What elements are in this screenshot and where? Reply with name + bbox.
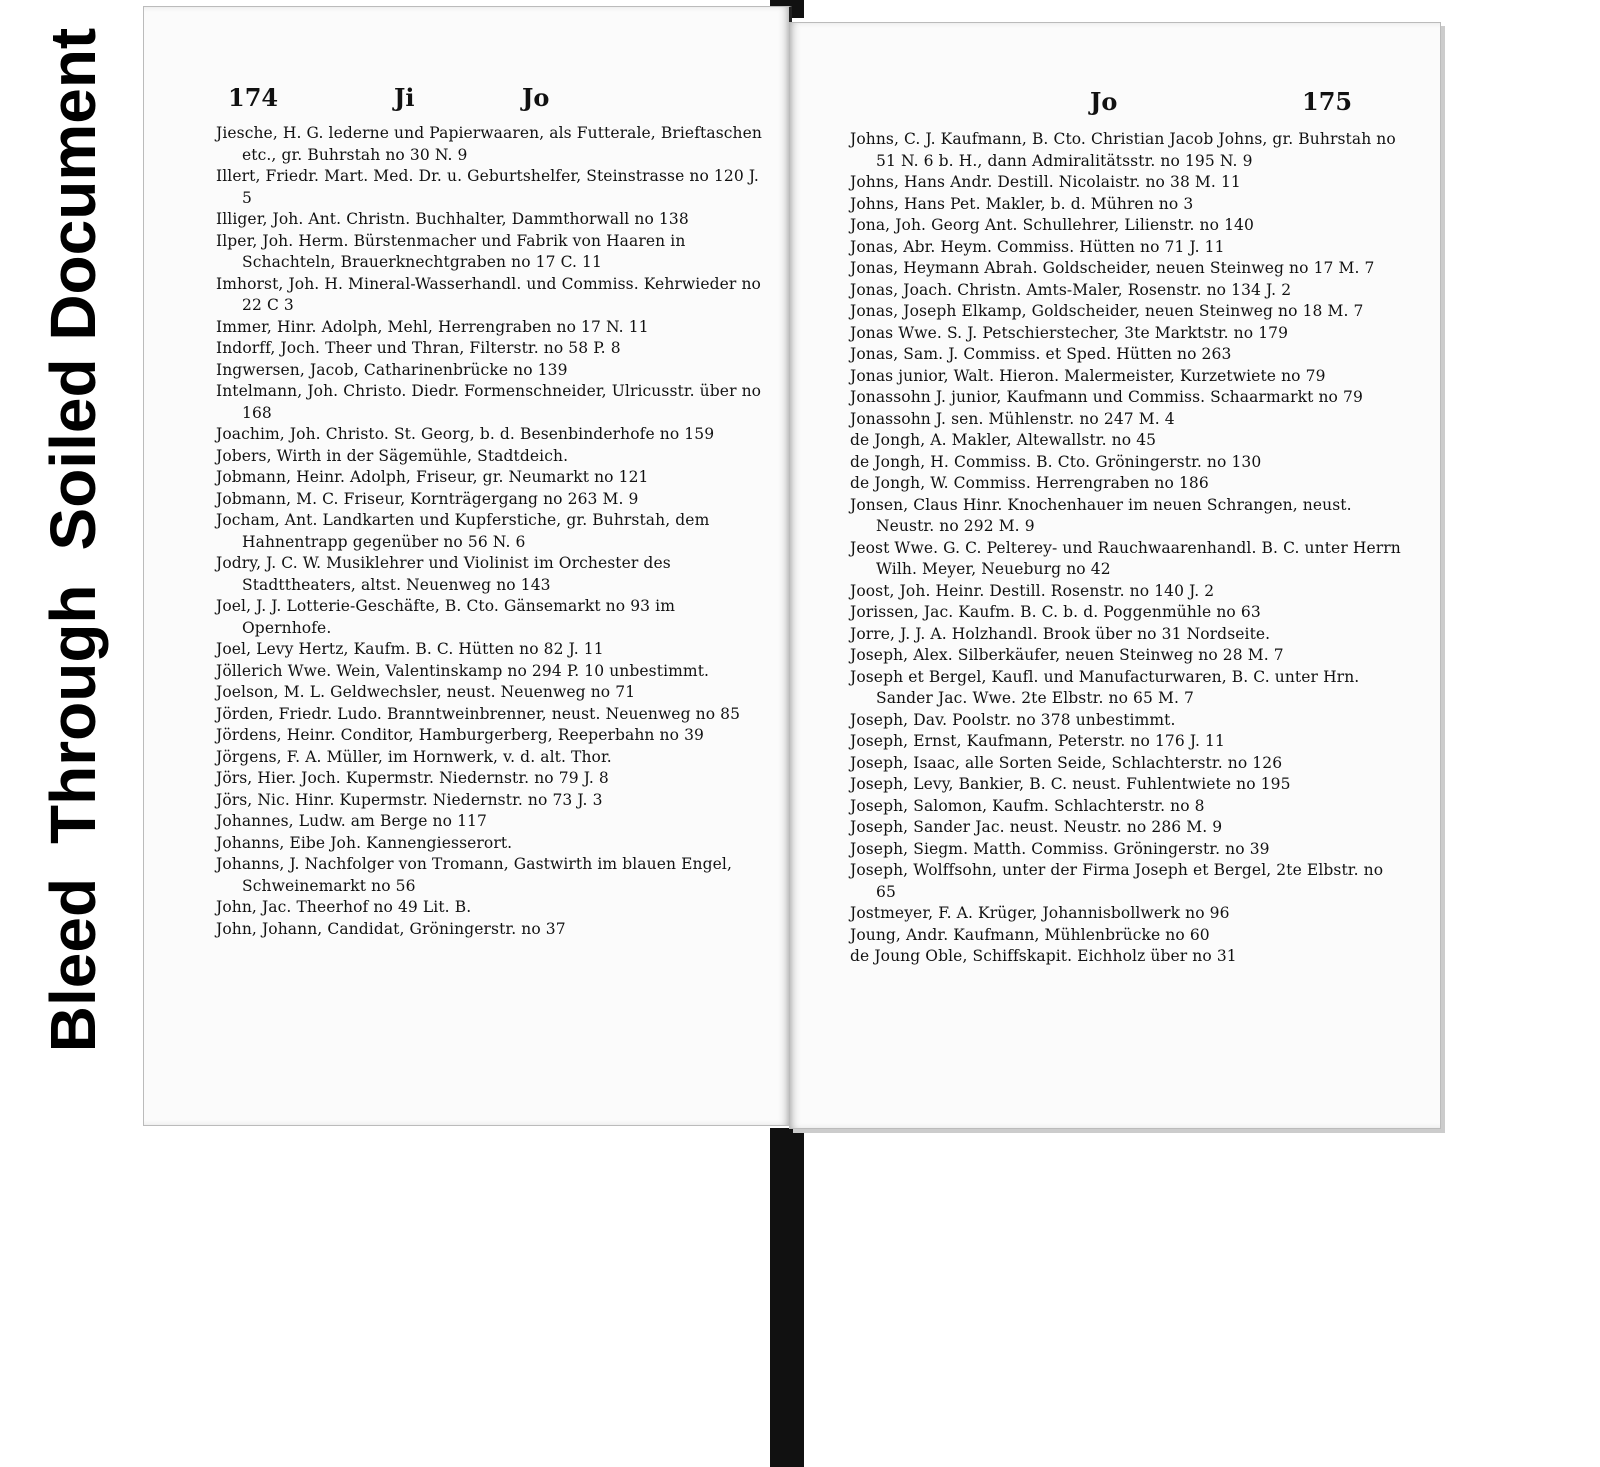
directory-entry: Joseph, Alex. Silberkäufer, neuen Steinweg no 28 M. 7 [850, 646, 1284, 664]
directory-entry: Jeost Wwe. G. C. Pelterey- und Rauchwaarenhandl. B. C. unter Herrn Wilh. Meyer, Neueburg no 42 [850, 538, 1401, 578]
directory-entry: Jonas, Joach. Christn. Amts-Maler, Rosenstr. no 134 J. 2 [850, 280, 1292, 299]
directory-entry: Joseph, Salomon, Kaufm. Schlachterstr. no 8 [850, 796, 1205, 815]
left-page-header [144, 83, 789, 117]
directory-entry: Jonas, Abr. Heym. Commiss. Hütten no 71 J. 11 [850, 237, 1225, 256]
directory-entry: Johns, Hans Pet. Makler, b. d. Mühren no 3 [850, 194, 1194, 213]
directory-entry: Jorre, J. J. A. Holzhandl. Brook über no 31 Nordseite. [850, 624, 1271, 643]
directory-entry: Jona, Joh. Georg Ant. Schullehrer, Lilienstr. no 140 [850, 216, 1254, 234]
directory-entry: Jördens, Heinr. Conditor, Hamburgerberg, Reeperbahn no 39 [216, 726, 705, 744]
stamp-word-bleed: Bleed [37, 877, 109, 1053]
directory-entry: Immer, Hinr. Adolph, Mehl, Herrengraben no 17 N. 11 [216, 317, 649, 336]
directory-entry: de Jongh, W. Commiss. Herrengraben no 186 [850, 474, 1209, 492]
directory-entry: Joseph, Ernst, Kaufmann, Peterstr. no 176 J. 11 [850, 732, 1225, 750]
directory-entry: Imhorst, Joh. H. Mineral-Wasserhandl. und Commiss. Kehrwieder no 22 C 3 [216, 274, 761, 314]
directory-entry-list [216, 123, 763, 940]
directory-entry: Joel, J. J. Lotterie-Geschäfte, B. Cto. Gänsemarkt no 93 im Opernhofe. [216, 597, 676, 637]
directory-entry: Jörgens, F. A. Müller, im Hornwerk, v. d. alt. Thor. [216, 747, 612, 766]
left-page [143, 6, 792, 1126]
directory-entry: Joseph et Bergel, Kaufl. und Manufacturwaren, B. C. unter Hrn. Sander Jac. Wwe. 2te Elbstr. no 65 M. 7 [850, 667, 1360, 707]
directory-entry: de Jongh, H. Commiss. B. Cto. Gröningerstr. no 130 [850, 452, 1262, 471]
directory-entry: Joel, Levy Hertz, Kaufm. B. C. Hütten no 82 J. 11 [216, 640, 604, 658]
directory-entry: Joseph, Sander Jac. neust. Neustr. no 286 M. 9 [850, 818, 1223, 836]
directory-entry: Jörs, Hier. Joch. Kupermstr. Niedernstr. no 79 J. 8 [216, 769, 609, 787]
open-book [143, 6, 1456, 1131]
directory-entry: John, Jac. Theerhof no 49 Lit. B. [216, 898, 472, 916]
directory-entry: Jonas, Sam. J. Commiss. et Sped. Hütten no 263 [850, 345, 1232, 363]
directory-entry: Illiger, Joh. Ant. Christn. Buchhalter, Dammthorwall no 138 [216, 210, 689, 228]
directory-entry: de Jongh, A. Makler, Altewallstr. no 45 [850, 431, 1157, 449]
directory-entry: Illert, Friedr. Mart. Med. Dr. u. Geburtshelfer, Steinstrasse no 120 J. 5 [216, 167, 759, 207]
right-page-header [790, 87, 1440, 121]
directory-entry: Jöllerich Wwe. Wein, Valentinskamp no 294 P. 10 unbestimmt. [216, 661, 710, 680]
directory-entry: Jonassohn J. junior, Kaufmann und Commiss. Schaarmarkt no 79 [850, 388, 1363, 406]
directory-entry: Indorff, Joch. Theer und Thran, Filterstr. no 58 P. 8 [216, 339, 621, 357]
directory-entry: Johanns, Eibe Joh. Kannengiesserort. [216, 833, 513, 852]
directory-entry: Jonas junior, Walt. Hieron. Malermeister, Kurzetwiete no 79 [850, 366, 1326, 385]
directory-entry: Joung, Andr. Kaufmann, Mühlenbrücke no 60 [850, 925, 1210, 944]
document-stamp [18, 20, 128, 1060]
directory-entry: Jobmann, Heinr. Adolph, Friseur, gr. Neumarkt no 121 [216, 468, 649, 486]
section-heading: Jo [1090, 87, 1118, 116]
directory-entry: Jiesche, H. G. lederne und Papierwaaren, als Futterale, Brieftaschen etc., gr. Buhrstah no 30 N. 9 [216, 124, 762, 164]
directory-entry: Ilper, Joh. Herm. Bürstenmacher und Fabrik von Haaren in Schachteln, Brauerknechtgraben no 17 C. 11 [216, 231, 686, 271]
directory-entry: Jostmeyer, F. A. Krüger, Johannisbollwerk no 96 [850, 904, 1230, 922]
page-number: 174 [228, 83, 279, 112]
directory-entry: Johanns, J. Nachfolger von Tromann, Gastwirth im blauen Engel, Schweinemarkt no 56 [216, 855, 732, 895]
directory-entry: Jodry, J. C. W. Musiklehrer und Violinist im Orchester des Stadttheaters, altst. Neuenweg no 143 [216, 554, 671, 594]
directory-entry: Jonas Wwe. S. J. Petschierstecher, 3te Marktstr. no 179 [850, 323, 1289, 342]
directory-entry: Joachim, Joh. Christo. St. Georg, b. d. Besenbinderhofe no 159 [216, 425, 715, 443]
directory-entry: Intelmann, Joh. Christo. Diedr. Formenschneider, Ulricusstr. über no 168 [216, 382, 762, 422]
directory-entry-list [850, 129, 1404, 968]
section-heading-right: Jo [522, 83, 550, 112]
directory-entry: Jobmann, M. C. Friseur, Kornträgergang no 263 M. 9 [216, 489, 639, 508]
directory-entry: Ingwersen, Jacob, Catharinenbrücke no 139 [216, 360, 568, 379]
stamp-word-through: Through [37, 584, 109, 844]
directory-entry: Jonas, Joseph Elkamp, Goldscheider, neuen Steinweg no 18 M. 7 [850, 302, 1364, 320]
directory-entry: Jonassohn J. sen. Mühlenstr. no 247 M. 4 [850, 409, 1175, 428]
directory-entry: Jorissen, Jac. Kaufm. B. C. b. d. Poggenmühle no 63 [850, 603, 1261, 621]
directory-entry: Joseph, Dav. Poolstr. no 378 unbestimmt. [850, 710, 1176, 729]
directory-entry: Johns, C. J. Kaufmann, B. Cto. Christian Jacob Johns, gr. Buhrstah no 51 N. 6 b. H., dann Admiralitätsstr. no 195 N. 9 [850, 130, 1396, 170]
directory-entry: Joost, Joh. Heinr. Destill. Rosenstr. no 140 J. 2 [850, 581, 1215, 600]
directory-entry: Joseph, Wolffsohn, unter der Firma Joseph et Bergel, 2te Elbstr. no 65 [850, 861, 1384, 901]
binding-strip-bottom [770, 1128, 804, 1467]
page-number: 175 [1302, 87, 1353, 116]
directory-entry: Jörden, Friedr. Ludo. Branntweinbrenner, neust. Neuenweg no 85 [216, 704, 741, 723]
section-heading-left: Ji [394, 83, 415, 112]
directory-entry: John, Johann, Candidat, Gröningerstr. no 37 [216, 919, 566, 938]
directory-entry: Joelson, M. L. Geldwechsler, neust. Neuenweg no 71 [216, 683, 636, 701]
stamp-word-soiled: Soiled Document [37, 27, 109, 551]
directory-entry: Johns, Hans Andr. Destill. Nicolaistr. no 38 M. 11 [850, 173, 1241, 191]
directory-entry: Johannes, Ludw. am Berge no 117 [216, 812, 487, 830]
directory-entry: Joseph, Siegm. Matth. Commiss. Gröningerstr. no 39 [850, 839, 1270, 858]
directory-entry: Jörs, Nic. Hinr. Kupermstr. Niedernstr. no 73 J. 3 [216, 790, 603, 809]
directory-entry: Jonas, Heymann Abrah. Goldscheider, neuen Steinweg no 17 M. 7 [850, 259, 1375, 277]
directory-entry: Jobers, Wirth in der Sägemühle, Stadtdeich. [216, 446, 569, 465]
directory-entry: Jonsen, Claus Hinr. Knochenhauer im neuen Schrangen, neust. Neustr. no 292 M. 9 [850, 495, 1352, 535]
directory-entry: Joseph, Isaac, alle Sorten Seide, Schlachterstr. no 126 [850, 753, 1283, 772]
directory-entry: Joseph, Levy, Bankier, B. C. neust. Fuhlentwiete no 195 [850, 775, 1291, 793]
right-page [789, 22, 1441, 1129]
directory-entry: de Joung Oble, Schiffskapit. Eichholz über no 31 [850, 947, 1237, 965]
directory-entry: Jocham, Ant. Landkarten und Kupferstiche, gr. Buhrstah, dem Hahnentrapp gegenüber no 56 N. 6 [216, 511, 710, 551]
